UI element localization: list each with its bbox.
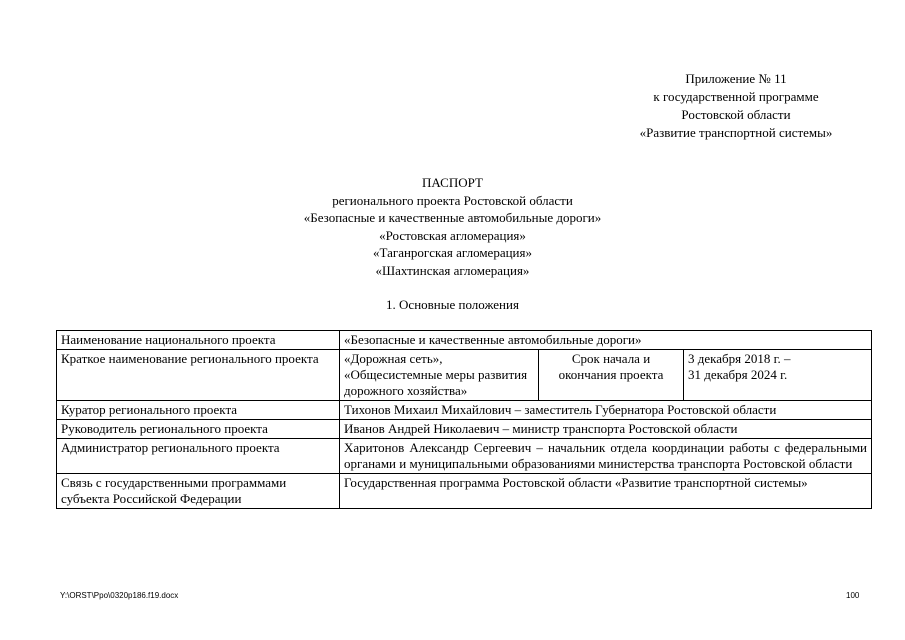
national-project-value: «Безопасные и качественные автомобильные дороги» bbox=[340, 331, 872, 350]
national-project-label: Наименование национального проекта bbox=[57, 331, 340, 350]
section-title: 1. Основные положения bbox=[386, 297, 519, 312]
passport-table bbox=[56, 330, 872, 509]
head-label: Руководитель регионального проекта bbox=[57, 420, 340, 439]
table-row bbox=[57, 420, 872, 439]
table-row bbox=[57, 331, 872, 350]
table-row bbox=[57, 474, 872, 509]
title-line-2: «Безопасные и качественные автомобильные дороги» bbox=[303, 210, 602, 225]
appendix-line-4: «Развитие транспортной системы» bbox=[639, 125, 833, 140]
admin-value: Харитонов Александр Сергеевич – начальник отдела координации работы с федеральными органами и муниципальными образованиями министерства транспорта Ростовской области bbox=[340, 439, 872, 474]
term-value bbox=[684, 350, 872, 401]
short-name-label: Краткое наименование регионального проекта bbox=[57, 350, 340, 401]
program-link-value: Государственная программа Ростовской области «Развитие транспортной системы» bbox=[340, 474, 872, 509]
table-row bbox=[57, 439, 872, 474]
title-line-3: «Ростовская агломерация» bbox=[379, 227, 526, 243]
curator-label: Куратор регионального проекта bbox=[57, 401, 340, 420]
term-label: Срок начала и окончания проекта bbox=[539, 350, 684, 401]
appendix-header bbox=[600, 70, 872, 142]
curator-value: Тихонов Михаил Михайлович – заместитель Губернатора Ростовской области bbox=[340, 401, 872, 420]
table-row bbox=[57, 350, 872, 401]
passport-heading: ПАСПОРТ bbox=[422, 175, 483, 190]
title-line-4: «Таганрогская агломерация» bbox=[372, 245, 532, 260]
table-row bbox=[57, 401, 872, 420]
appendix-line-3: Ростовской области bbox=[681, 107, 791, 122]
passport-title bbox=[0, 174, 905, 279]
title-line-5: «Шахтинская агломерация» bbox=[375, 262, 530, 278]
appendix-line-2: к государственной программе bbox=[653, 89, 819, 104]
term-end: 31 декабря 2024 г. bbox=[688, 367, 788, 382]
program-link-label: Связь с государственными программами субъекта Российской Федерации bbox=[57, 474, 340, 509]
admin-label: Администратор регионального проекта bbox=[57, 439, 340, 474]
short-name-value: «Дорожная сеть», «Общесистемные меры развития дорожного хозяйства» bbox=[340, 350, 539, 401]
footer-page-number: 100 bbox=[846, 591, 860, 600]
term-start: 3 декабря 2018 г. – bbox=[688, 351, 791, 366]
head-value: Иванов Андрей Николаевич – министр транспорта Ростовской области bbox=[340, 420, 872, 439]
title-line-1: регионального проекта Ростовской области bbox=[332, 192, 573, 208]
appendix-line-1: Приложение № 11 bbox=[685, 71, 787, 86]
footer-file-path: Y:\ORST\Ppo\0320p186.f19.docx bbox=[60, 591, 179, 600]
